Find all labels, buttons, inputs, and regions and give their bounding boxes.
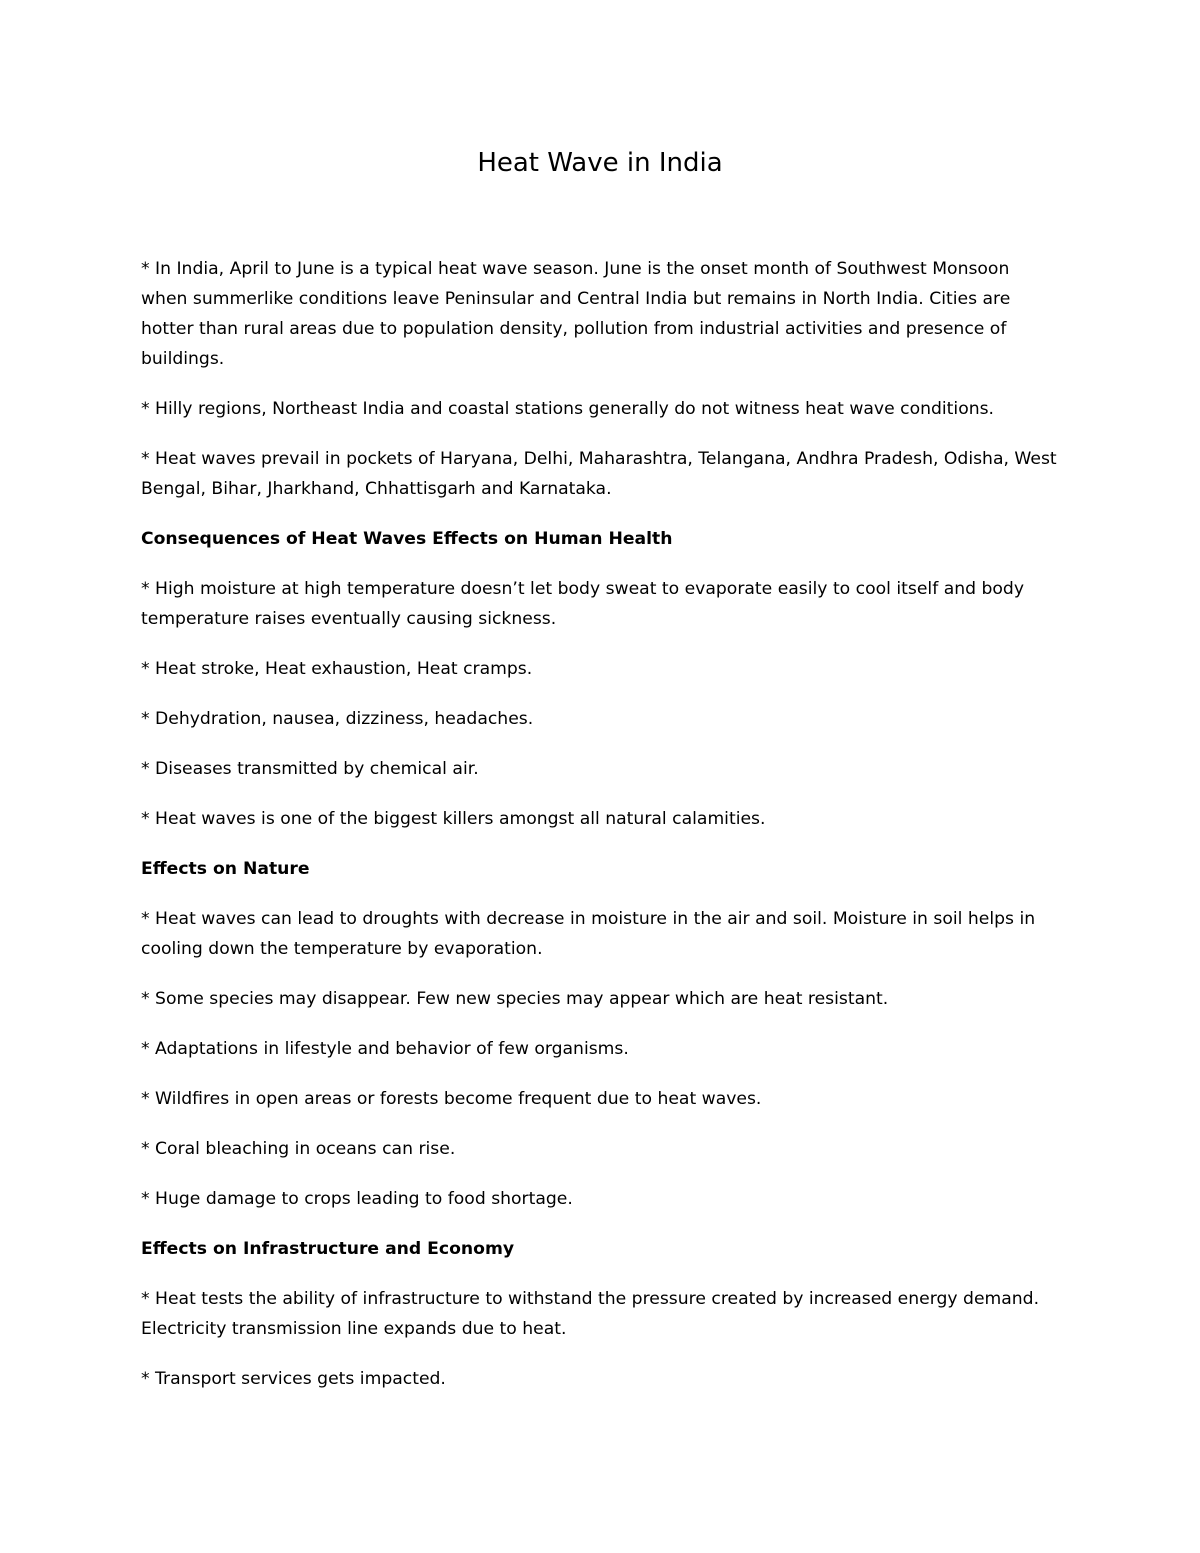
bullet-paragraph: * Some species may disappear. Few new species may appear which are heat resistant. [141,989,889,1009]
section-heading-infrastructure-economy: Effects on Infrastructure and Economy [141,1239,515,1259]
bullet-paragraph: * Huge damage to crops leading to food shortage. [141,1189,573,1209]
bullet-paragraph: * Heat waves can lead to droughts with decrease in moisture in the air and soil. Moisture in soil helps in cooling down the temperature by evaporation. [141,909,1036,959]
document-title: Heat Wave in India [477,148,723,178]
bullet-paragraph: * Heat waves prevail in pockets of Haryana, Delhi, Maharashtra, Telangana, Andhra Pradesh, Odisha, West Bengal, Bihar, Jharkhand, Chhattisgarh and Karnataka. [141,449,1057,499]
bullet-paragraph: * Wildfires in open areas or forests become frequent due to heat waves. [141,1089,762,1109]
bullet-paragraph: * Diseases transmitted by chemical air. [141,759,479,779]
bullet-paragraph: * Transport services gets impacted. [141,1369,446,1389]
section-heading-nature: Effects on Nature [141,859,310,879]
bullet-paragraph: * Dehydration, nausea, dizziness, headaches. [141,709,534,729]
section-heading-human-health: Consequences of Heat Waves Effects on Human Health [141,529,673,549]
bullet-paragraph: * Adaptations in lifestyle and behavior of few organisms. [141,1039,629,1059]
bullet-paragraph: * Heat waves is one of the biggest killers amongst all natural calamities. [141,809,766,829]
bullet-paragraph: * Hilly regions, Northeast India and coastal stations generally do not witness heat wave conditions. [141,399,995,419]
bullet-paragraph: * Coral bleaching in oceans can rise. [141,1139,456,1159]
bullet-paragraph: * In India, April to June is a typical heat wave season. June is the onset month of Southwest Monsoon when summerlike conditions leave Peninsular and Central India but remains in North India. Cities are hotter than rural areas due to population density, pollution from industrial activities and presence of buildings. [141,259,1011,369]
document-body [141,254,1061,1414]
bullet-paragraph: * Heat stroke, Heat exhaustion, Heat cramps. [141,659,533,679]
bullet-paragraph: * High moisture at high temperature doesn’t let body sweat to evaporate easily to cool itself and body temperature raises eventually causing sickness. [141,579,1025,629]
bullet-paragraph: * Heat tests the ability of infrastructure to withstand the pressure created by increased energy demand. Electricity transmission line expands due to heat. [141,1289,1040,1339]
